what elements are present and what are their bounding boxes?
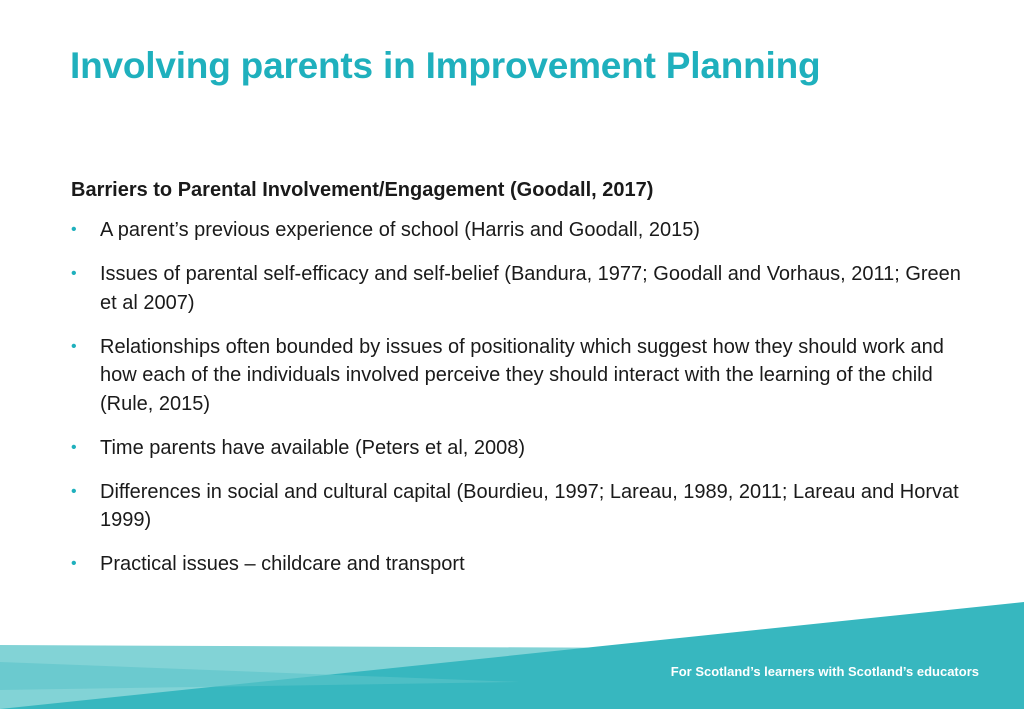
bullet-text: A parent’s previous experience of school (Harris and Goodall, 2015) — [100, 219, 700, 241]
bullet-text: Practical issues – childcare and transport — [100, 553, 465, 575]
bullet-item — [71, 333, 976, 419]
footer-tagline: For Scotland’s learners with Scotland’s educators — [670, 664, 979, 679]
bullet-icon: • — [71, 221, 77, 238]
bullet-icon: • — [71, 555, 77, 572]
bullet-item — [71, 478, 976, 535]
bullet-icon: • — [71, 337, 77, 355]
bullet-list — [71, 216, 976, 579]
bullet-item — [71, 550, 976, 579]
slide-body — [71, 176, 976, 594]
bullet-text: Time parents have available (Peters et al, 2008) — [100, 436, 526, 459]
bullet-icon: • — [71, 482, 77, 500]
footer-wave-band — [0, 600, 1024, 709]
bullet-item — [71, 434, 976, 463]
bullet-text: Issues of parental self-efficacy and self-belief (Bandura, 1977; Goodall and Vorhaus, 2011; Green et al 2007) — [100, 263, 961, 314]
bullet-text: Relationships often bounded by issues of positionality which suggest how they should work and how each of the individuals involved perceive they should interact with the learning of the child (Rule, 2015) — [100, 335, 944, 415]
section-heading: Barriers to Parental Involvement/Engagement (Goodall, 2017) — [71, 179, 654, 201]
bullet-item — [71, 216, 976, 245]
bullet-item — [71, 260, 976, 317]
bullet-icon: • — [71, 265, 77, 282]
bullet-icon: • — [71, 438, 77, 456]
bullet-text: Differences in social and cultural capital (Bourdieu, 1997; Lareau, 1989, 2011; Lareau and Horvat 1999) — [100, 480, 959, 531]
slide-title: Involving parents in Improvement Planning — [70, 45, 821, 86]
